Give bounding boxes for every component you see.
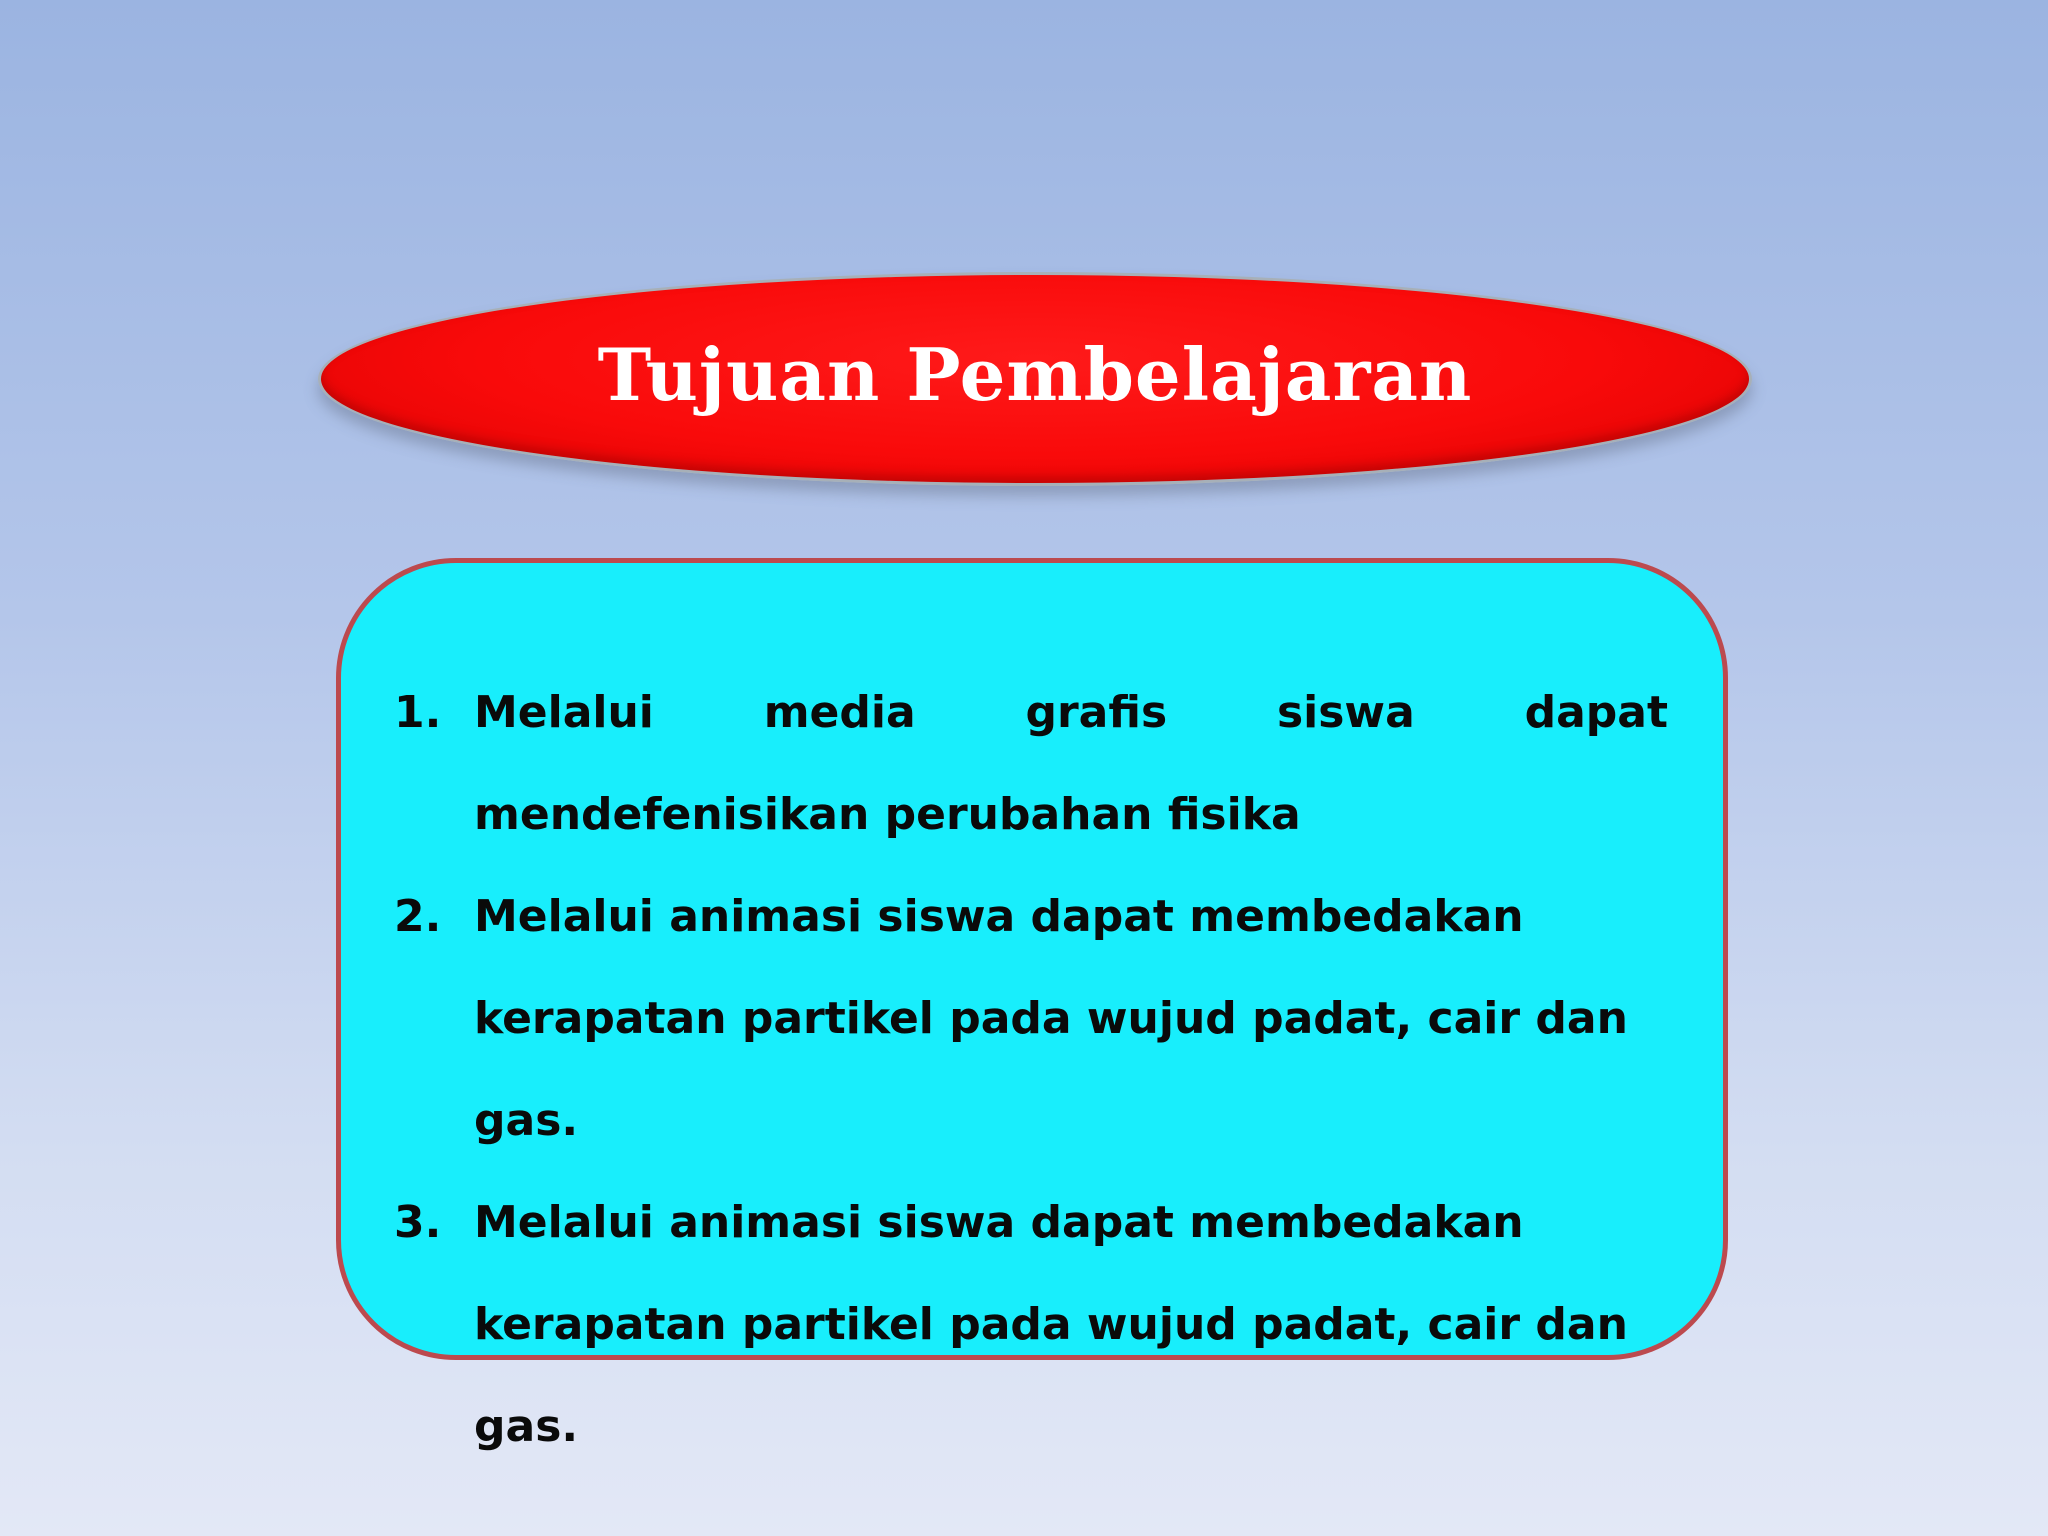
title-banner	[318, 272, 1752, 486]
objective-number: 3.	[394, 1197, 442, 1248]
slide-title: Tujuan Pembelajaran	[597, 331, 1473, 417]
objective-text: Melalui media grafis siswa dapat mendefenisikan perubahan fisika	[474, 687, 1668, 840]
objective-number: 1.	[394, 687, 442, 738]
objective-item-1	[394, 662, 1668, 866]
objectives-list	[394, 662, 1668, 1478]
objective-item-3	[394, 1172, 1668, 1478]
objective-text: Melalui animasi siswa dapat membedakan kerapatan partikel pada wujud padat, cair dan gas.	[474, 891, 1628, 1146]
objective-number: 2.	[394, 891, 442, 942]
objective-item-2	[394, 866, 1668, 1172]
objective-text: Melalui animasi siswa dapat membedakan kerapatan partikel pada wujud padat, cair dan gas.	[474, 1197, 1628, 1452]
